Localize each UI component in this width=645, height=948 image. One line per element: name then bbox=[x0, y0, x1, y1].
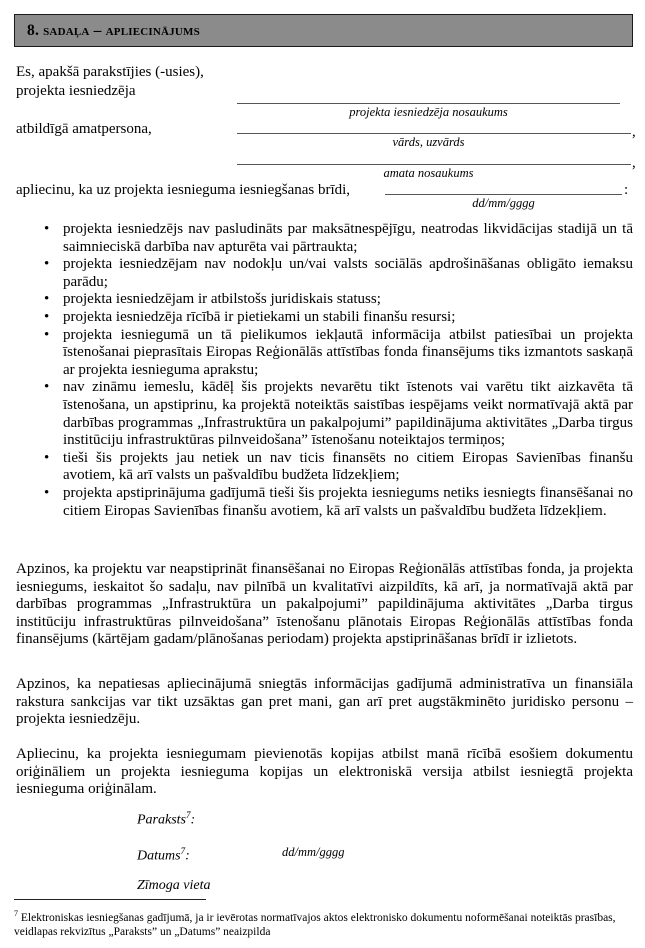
list-item-text: projekta iesniegumā un tā pielikumos iekļautā informācija atbilst patiesībai un projekta īstenošanai pieprasītais Eiropas Reģionālās attīstības fonda finansējums tiks izmantots saskaņā ar projekta iesnieguma aprakstu; bbox=[63, 326, 633, 378]
bullet-icon: • bbox=[44, 308, 50, 325]
intro-line-3: atbildīgā amatpersona, bbox=[16, 121, 152, 137]
section-header-band bbox=[14, 14, 633, 47]
signature-label-paraksts: Paraksts bbox=[137, 812, 186, 828]
field-rule-position-title[interactable] bbox=[237, 164, 631, 165]
footnote-body: Elektroniskas iesniegšanas gadījumā, ja ir ievērotas normatīvajos aktos elektronisko dokumentu noformēšanai noteiktās prasības, veidlapas rekvizītus „Paraksts” un „Datums” neaizpilda bbox=[14, 911, 616, 938]
signature-field-datums[interactable] bbox=[137, 844, 211, 864]
list-item bbox=[16, 221, 633, 256]
signature-block bbox=[137, 808, 211, 909]
signature-stamp-place: Zīmoga vieta bbox=[137, 878, 211, 894]
bullet-icon: • bbox=[44, 291, 50, 308]
field-caption-submission-date: dd/mm/gggg bbox=[472, 196, 535, 210]
intro-lines bbox=[16, 63, 246, 101]
intro-line-4: apliecinu, ka uz projekta iesnieguma iesniegšanas brīdi, bbox=[16, 182, 351, 198]
bullet-icon: • bbox=[44, 221, 50, 237]
section-header-title: 8. sadaļa – apliecinājums bbox=[27, 21, 200, 39]
field-caption-person-name: vārds, uzvārds bbox=[392, 135, 465, 149]
footnote-separator bbox=[14, 899, 206, 900]
field-caption-position-title: amata nosaukums bbox=[383, 166, 474, 180]
list-item-text: projekta iesniedzējam ir atbilstošs juridiskais statuss; bbox=[63, 291, 381, 308]
field-caption-applicant-name: projekta iesniedzēja nosaukums bbox=[349, 105, 508, 119]
declaration-bullet-list bbox=[16, 221, 633, 520]
list-item bbox=[16, 485, 633, 520]
list-item bbox=[16, 309, 633, 327]
bullet-icon: • bbox=[44, 379, 50, 396]
bullet-icon: • bbox=[44, 326, 50, 343]
list-item bbox=[16, 327, 633, 380]
list-item-text: projekta apstiprinājuma gadījumā tieši šis projekta iesniegums netiks iesniegts finansēšanai no citiem Eiropas Savienības finanšu avotiem, kā arī valsts un pašvaldību budžeta līdzekļiem. bbox=[63, 484, 633, 519]
field-trailing-colon-submission-date: : bbox=[624, 182, 629, 198]
field-trailing-comma-position-title: , bbox=[632, 155, 636, 171]
footnote-ref-datums: 7 bbox=[180, 845, 186, 856]
bullet-icon: • bbox=[44, 256, 50, 273]
list-item bbox=[16, 379, 633, 449]
signature-label-datums: Datums bbox=[137, 848, 181, 864]
paragraph-copies-authenticity: Apliecinu, ka projekta iesniegumam pievienotās kopijas atbilst manā rīcībā esošiem dokumentu oriģināliem un projekta iesnieguma kopijas un elektroniskā versija atbilst iesniegtā projekta iesnieguma oriģinālam. bbox=[16, 746, 633, 798]
list-item-text: nav zināmu iemeslu, kādēļ šis projekts nevarētu tikt īstenots vai varētu tikt aizkavēta tā īstenošana, un apstiprinu, ka projektā noteiktās saistības iespējams veikt normatīvajā aktā par darbības programmas „Infrastruktūra un pakalpojumi” papildinājuma aktivitātes „Darba tirgus institūciju infrastruktūras pilnveidošana” īstenošanu noteiktajos termiņos; bbox=[63, 379, 633, 449]
list-item-text: projekta iesniedzējam nav nodokļu un/vai valsts sociālās apdrošināšanas obligāto iemaksu parādu; bbox=[63, 256, 633, 290]
field-rule-submission-date[interactable] bbox=[385, 194, 622, 195]
bullet-icon: • bbox=[44, 449, 50, 466]
signature-colon-paraksts: : bbox=[190, 812, 196, 828]
field-rule-person-name[interactable] bbox=[237, 133, 631, 134]
list-item-text: projekta iesniedzējs nav pasludināts par maksātnespējīgu, neatrodas likvidācijas stadijā un tā saimnieciskā darbība nav apturēta vai pārtraukta; bbox=[63, 221, 633, 255]
footnote-text bbox=[14, 907, 633, 939]
list-item-text: projekta iesniedzēja rīcībā ir pietiekami un stabili finanšu resursi; bbox=[63, 308, 456, 325]
footnote-marker: 7 bbox=[14, 909, 18, 918]
list-item-text: tieši šis projekts jau netiek un nav ticis finansēts no citiem Eiropas Savienības finanšu avotiem, kā arī valsts un pašvaldību budžeta līdzekļiem; bbox=[63, 449, 633, 484]
signature-field-paraksts[interactable] bbox=[137, 808, 211, 828]
bullet-icon: • bbox=[44, 484, 50, 501]
signature-date-hint: dd/mm/gggg bbox=[282, 845, 345, 859]
signature-colon-datums: : bbox=[185, 848, 190, 864]
intro-line-1: Es, apakšā parakstījies (-usies), bbox=[16, 64, 204, 80]
footnote-ref-paraksts: 7 bbox=[186, 810, 191, 820]
paragraph-funding-conditions: Apzinos, ka projektu var neapstiprināt finansēšanai no Eiropas Reģionālās attīstības fonda, ja projekta iesniegums, ieskaitot šo sadaļu, nav pilnībā un kvalitatīvi aizpildīts, kā arī, ja normatīvajā aktā par darbības programmas „Infrastruktūra un pakalpojumi” papildinājuma aktivitātes „Darba tirgus institūciju infrastruktūras pilnveidošana” īstenošanu plānotais Eiropas Reģionālās attīstības fonda finansējums (kārtējam gadam/plānošanas periodam) projekta apstiprināšanas brīdī ir izlietots. bbox=[16, 561, 633, 648]
list-item bbox=[16, 256, 633, 291]
field-rule-applicant-name[interactable] bbox=[237, 103, 620, 104]
field-trailing-comma-person-name: , bbox=[632, 124, 636, 140]
list-item bbox=[16, 291, 633, 309]
list-item bbox=[16, 450, 633, 485]
paragraph-sanctions: Apzinos, ka nepatiesas apliecinājumā sniegtās informācijas gadījumā administratīva un finansiāla rakstura sankcijas var tikt uzsāktas gan pret mani, gan arī pret augstākminēto juridisko personu – projekta iesniedzēju. bbox=[16, 676, 633, 728]
intro-line-2: projekta iesniedzēja bbox=[16, 83, 136, 99]
